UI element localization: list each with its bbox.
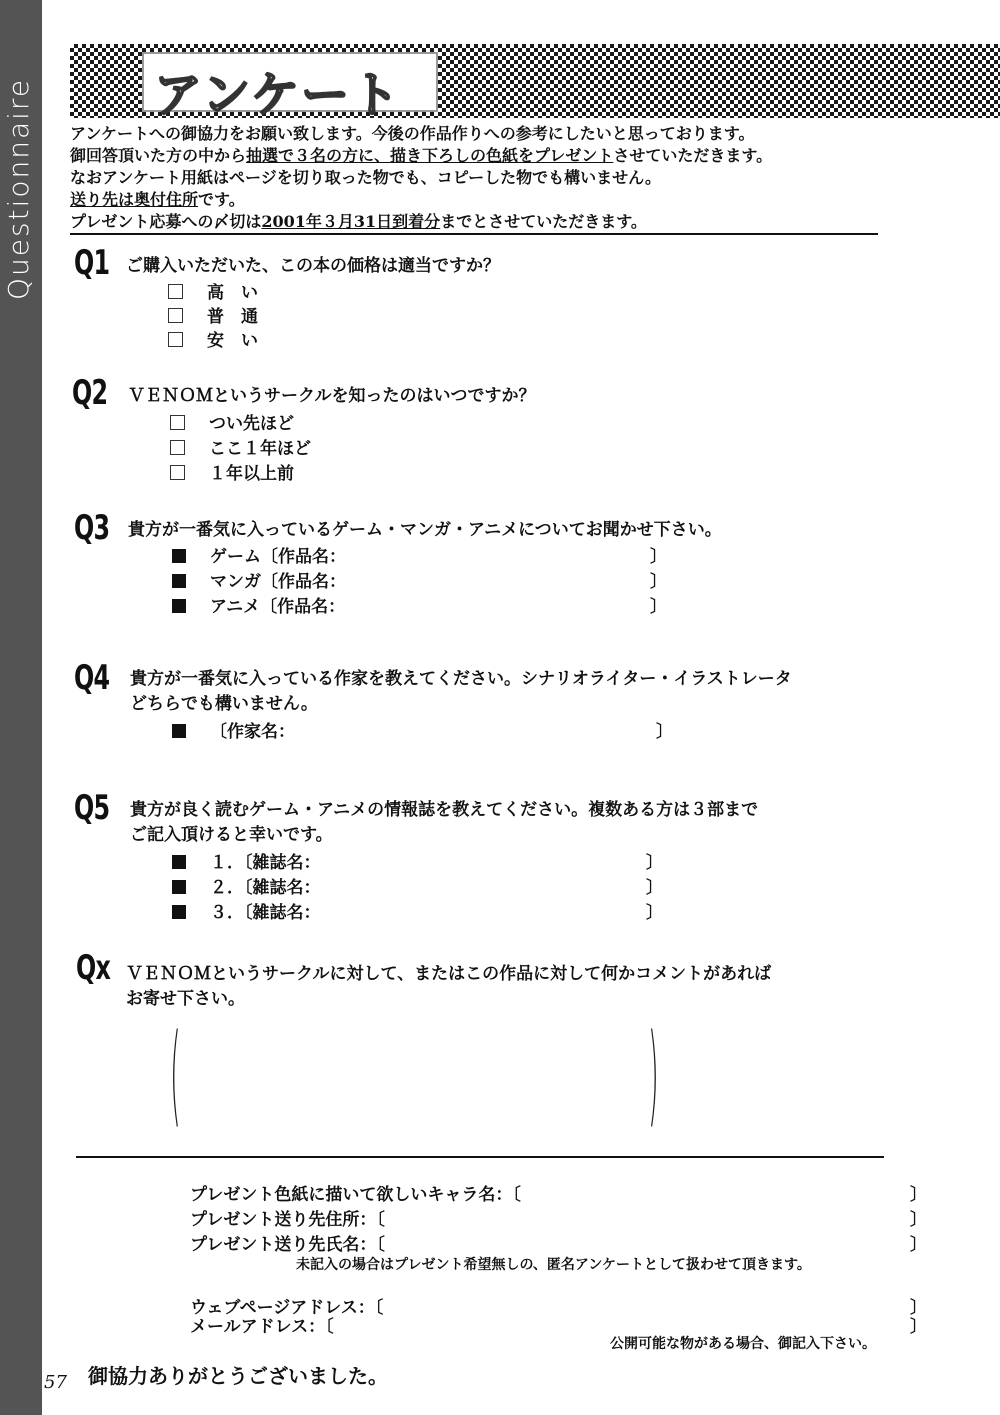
q5-field-1[interactable] [172, 848, 321, 873]
public-note: 公開可能な物がある場合、御記入下さい。 [610, 1336, 876, 1352]
bullet-square [172, 855, 186, 869]
chara-field-close: 〕 [910, 1185, 927, 1205]
address-field[interactable]: プレゼント送り先住所：〔 [190, 1210, 385, 1230]
q1-option-3[interactable] [168, 326, 258, 351]
qx-text-1: ＶＥＮＯＭというサークルに対して、またはこの作品に対して何かコメントがあれば [126, 964, 772, 984]
q5-field-2[interactable] [172, 873, 321, 898]
q3-field-game-label: ゲーム〔作品名： [210, 547, 346, 567]
q3-field-manga-close: 〕 [650, 572, 667, 592]
mail-field-close: 〕 [910, 1317, 927, 1337]
name-field[interactable]: プレゼント送り先氏名：〔 [190, 1235, 385, 1255]
q1-option-2[interactable] [168, 302, 258, 327]
q5-field-3-label: ３．〔雑誌名： [210, 903, 321, 923]
intro-line-5 [70, 211, 772, 233]
qx-text-2: お寄せ下さい。 [126, 989, 245, 1009]
address-field-close: 〕 [910, 1210, 927, 1230]
q5-field-3[interactable] [172, 898, 321, 923]
intro-line-1: アンケートへの御協力をお願い致します。今後の作品作りへの参考にしたいと思っております。 [70, 124, 755, 143]
q3-field-game-close: 〕 [650, 547, 667, 567]
comment-area[interactable] [190, 1030, 640, 1130]
checkbox[interactable] [168, 308, 183, 323]
qx-label: Qx [76, 948, 111, 988]
checkbox[interactable] [170, 465, 185, 480]
anonymous-note: 未記入の場合はプレゼント希望無しの、匿名アンケートとして扱わせて頂きます。 [296, 1257, 811, 1273]
intro-line-5a: プレゼント応募への〆切は [70, 212, 262, 231]
q3-label: Q3 [74, 508, 110, 548]
chara-field[interactable]: プレゼント色紙に描いて欲しいキャラ名：〔 [190, 1185, 521, 1205]
q3-field-anime-close: 〕 [650, 597, 667, 617]
q5-field-2-close: 〕 [646, 878, 663, 898]
q3-field-game[interactable] [172, 542, 346, 567]
sidebar-band [0, 0, 42, 1415]
divider-bottom [76, 1156, 884, 1158]
name-field-close: 〕 [910, 1235, 927, 1255]
thanks-text: 御協力ありがとうございました。 [88, 1364, 388, 1388]
q3-field-anime-label: アニメ〔作品名： [210, 597, 346, 617]
sidebar-label: Questionnaire [2, 77, 35, 300]
page-title: アンケート [154, 67, 402, 123]
comment-box-open: ( [170, 1010, 181, 1138]
q5-field-1-close: 〕 [646, 853, 663, 873]
q4-field-author[interactable] [172, 717, 295, 742]
q5-field-1-label: １．〔雑誌名： [210, 853, 321, 873]
intro-line-5b: 2001年３月31日到着分 [261, 212, 441, 231]
bullet-square [172, 574, 186, 588]
intro-line-5c: までとさせていただきます。 [440, 212, 647, 231]
web-field-close: 〕 [910, 1298, 927, 1318]
q1-option-2-label: 普 通 [207, 307, 258, 327]
q5-text-1: 貴方が良く読むゲーム・アニメの情報誌を教えてください。複数ある方は３部まで [130, 800, 759, 820]
q5-text-2: ご記入頂けると幸いです。 [130, 825, 333, 845]
intro-line-2b: 抽選で３名の方に、描き下ろしの色紙をプレゼント [246, 146, 614, 165]
page-number: 57 [44, 1372, 67, 1393]
q4-field-author-label: 〔作家名： [210, 722, 295, 742]
q3-field-manga-label: マンガ〔作品名： [210, 572, 346, 592]
q1-label: Q1 [74, 243, 110, 283]
q2-option-1[interactable] [170, 409, 294, 434]
q2-option-3-label: １年以上前 [209, 464, 294, 484]
q2-label: Q2 [72, 373, 108, 413]
bullet-square [172, 549, 186, 563]
divider-top [70, 233, 878, 235]
bullet-square [172, 905, 186, 919]
q1-option-1-label: 高 い [207, 283, 258, 303]
q4-text-1: 貴方が一番気に入っている作家を教えてください。シナリオライター・イラストレータ [130, 669, 792, 689]
q5-field-3-close: 〕 [646, 903, 663, 923]
title-box [142, 52, 438, 123]
q5-field-2-label: ２．〔雑誌名： [210, 878, 321, 898]
intro-line-4 [70, 189, 772, 211]
q1-option-1[interactable] [168, 278, 258, 303]
q3-text: 貴方が一番気に入っているゲーム・マンガ・アニメについてお聞かせ下さい。 [128, 520, 722, 540]
q3-field-manga[interactable] [172, 567, 346, 592]
web-field[interactable]: ウェブページアドレス：〔 [190, 1298, 384, 1318]
checkbox[interactable] [168, 332, 183, 347]
checkbox[interactable] [170, 440, 185, 455]
q2-option-1-label: つい先ほど [209, 414, 294, 434]
q1-text: ご購入いただいた、この本の価格は適当ですか？ [126, 256, 500, 276]
q2-text: ＶＥＮＯＭというサークルを知ったのはいつですか？ [128, 386, 536, 406]
checkbox[interactable] [170, 415, 185, 430]
intro-line-2c: させていただきます。 [613, 146, 773, 165]
q3-field-anime[interactable] [172, 592, 345, 617]
intro-text [70, 123, 772, 233]
bullet-square [172, 880, 186, 894]
intro-line-2 [70, 145, 772, 167]
intro-line-4a: 送り先は奥付住所 [70, 190, 199, 209]
q2-option-3[interactable] [170, 459, 294, 484]
checkbox[interactable] [168, 284, 183, 299]
q4-field-author-close: 〕 [656, 722, 673, 742]
intro-line-3: なおアンケート用紙はページを切り取った物でも、コピーした物でも構いません。 [70, 168, 662, 187]
q1-option-3-label: 安 い [207, 331, 258, 351]
q2-option-2-label: ここ１年ほど [209, 439, 311, 459]
intro-line-4b: です。 [198, 190, 245, 209]
intro-line-2a: 御回答頂いた方の中から [70, 146, 247, 165]
bullet-square [172, 724, 186, 738]
mail-field[interactable]: メールアドレス：〔 [190, 1317, 334, 1337]
q2-option-2[interactable] [170, 434, 311, 459]
comment-box-close: ) [648, 1010, 659, 1138]
q5-label: Q5 [74, 788, 110, 828]
bullet-square [172, 599, 186, 613]
q4-text-2: どちらでも構いません。 [130, 694, 318, 714]
q4-label: Q4 [74, 658, 110, 698]
